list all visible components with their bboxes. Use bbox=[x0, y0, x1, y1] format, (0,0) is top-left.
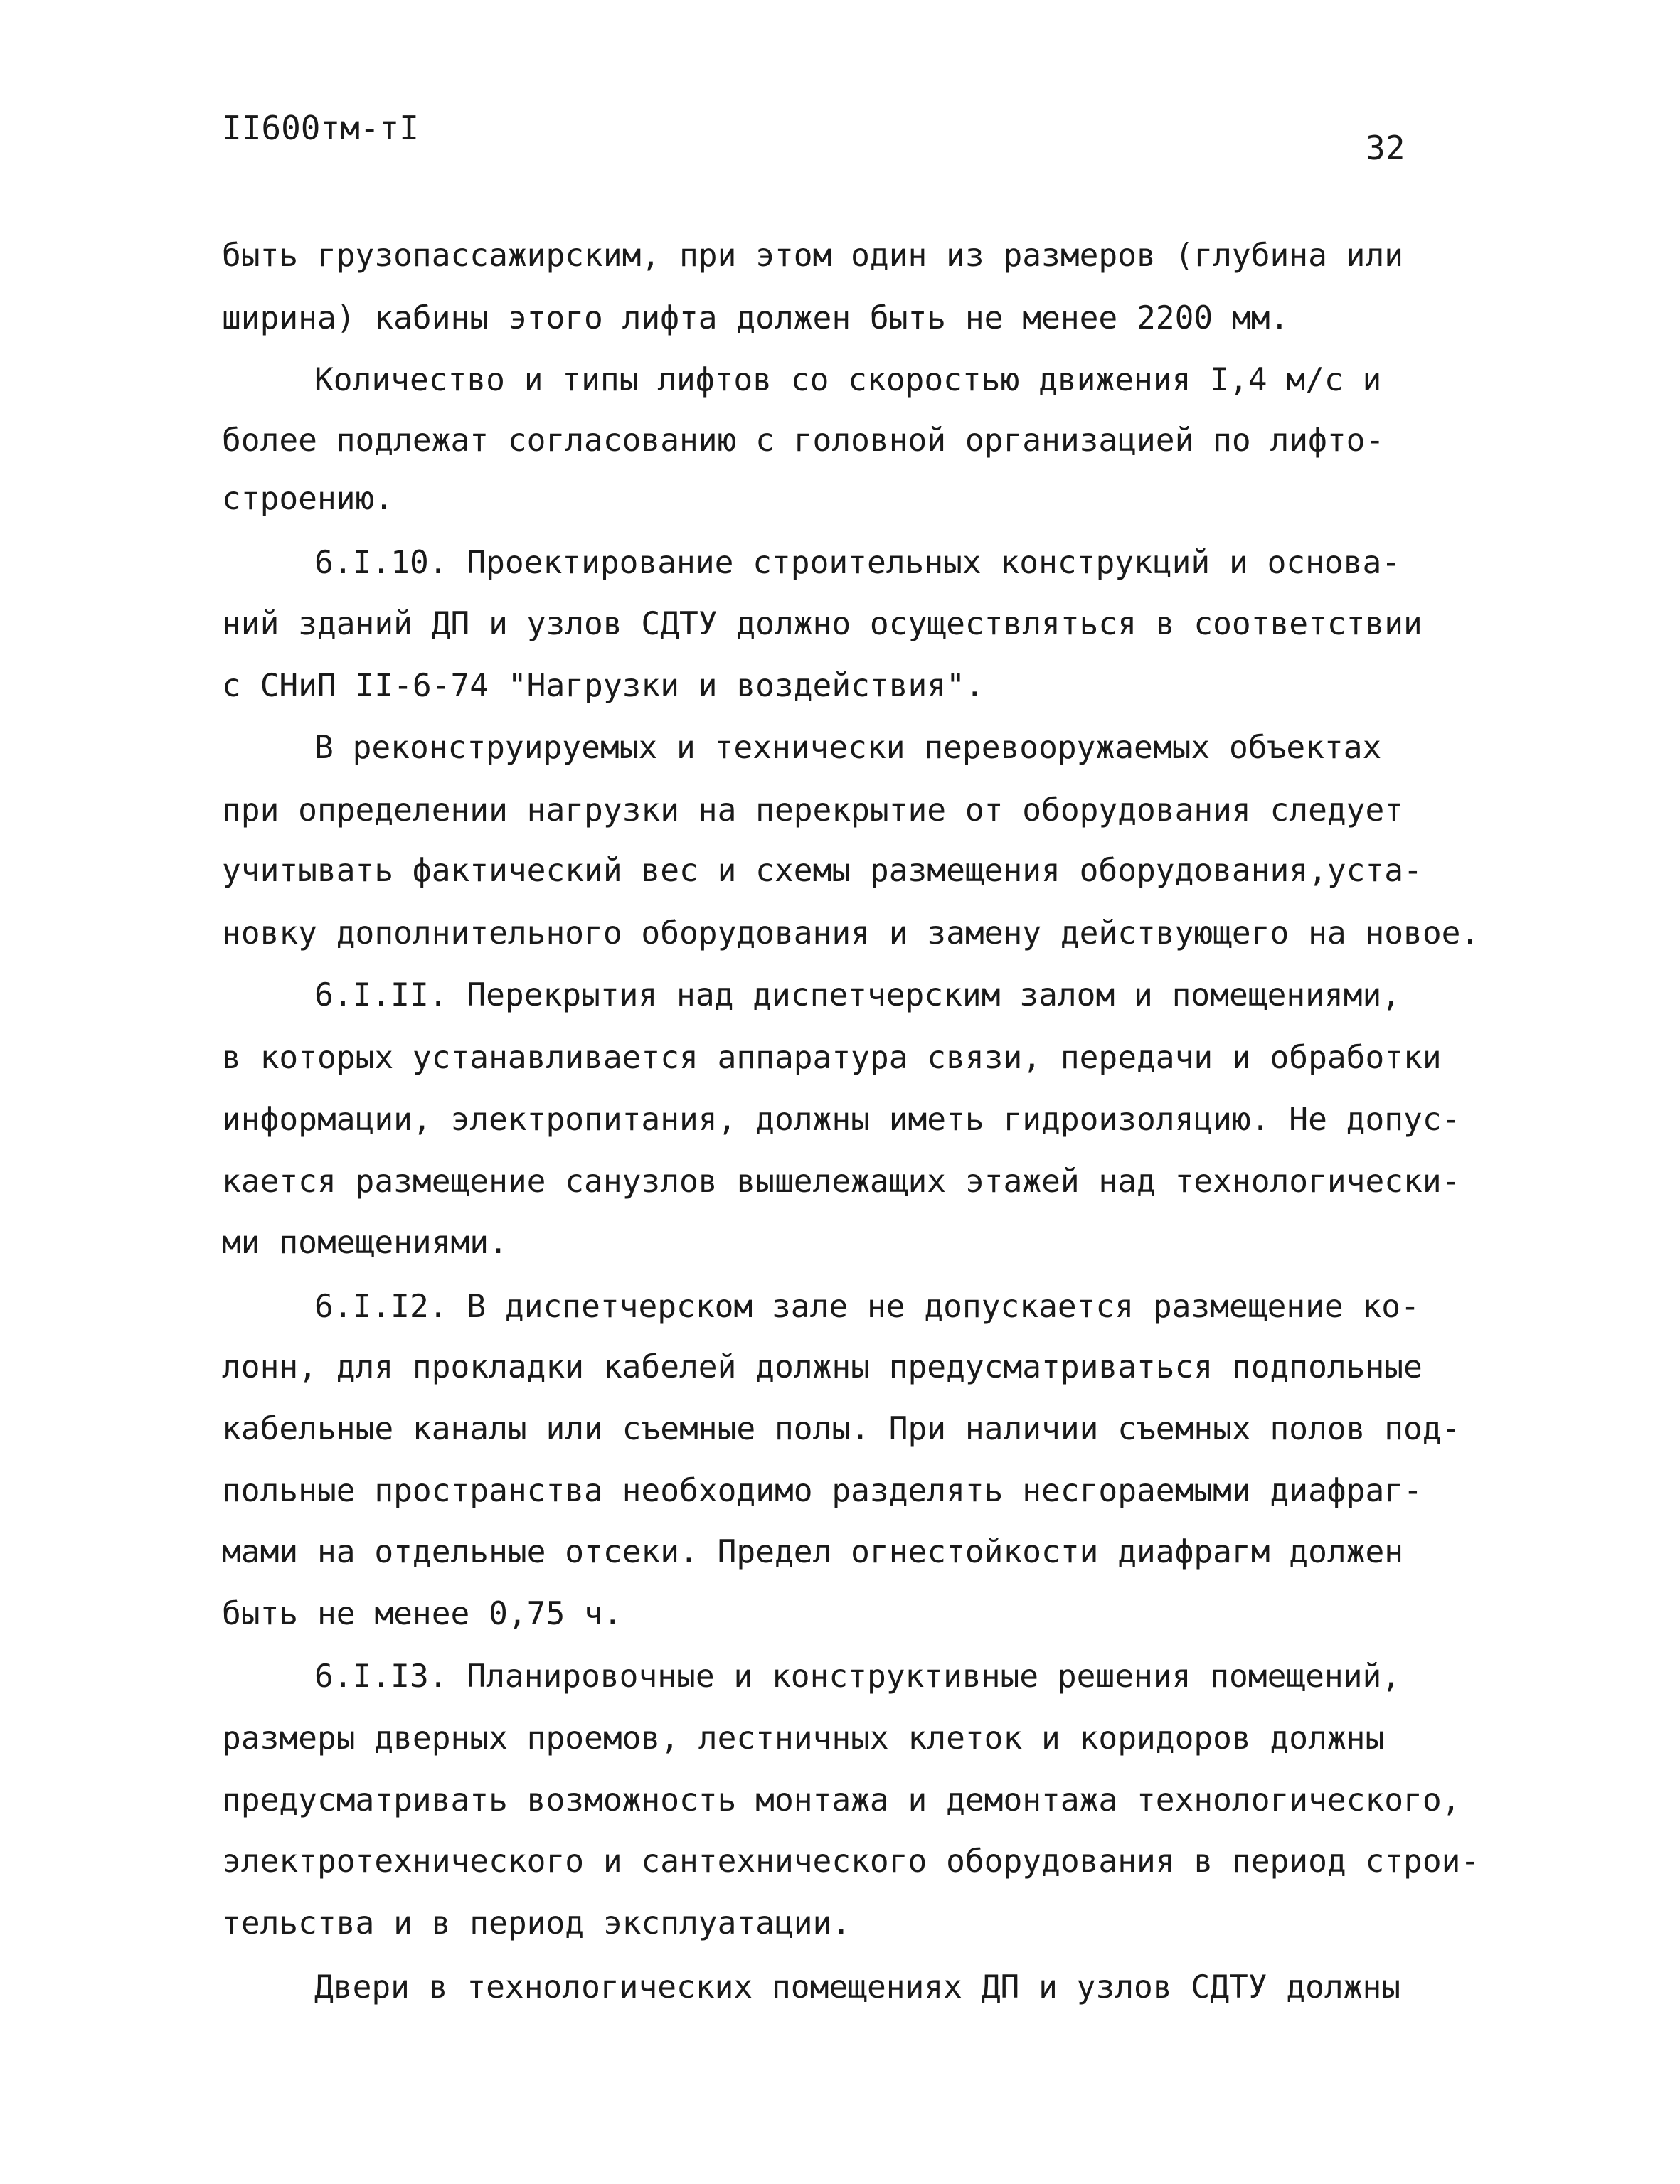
body-line: при определении нагрузки на перекрытие от оборудования следует bbox=[222, 792, 1404, 829]
body-line: тельства и в период эксплуатации. bbox=[222, 1905, 851, 1941]
body-line: предусматривать возможность монтажа и демонтажа технологического, bbox=[222, 1782, 1461, 1818]
body-line: Количество и типы лифтов со скоростью движения I,4 м/с и bbox=[314, 362, 1382, 398]
body-line: ми помещениями. bbox=[222, 1225, 508, 1261]
body-line: учитывать фактический вес и схемы размещения оборудования,уста- bbox=[222, 853, 1423, 889]
body-line: информации, электропитания, должны иметь гидроизоляцию. Не допус- bbox=[222, 1102, 1461, 1138]
body-line: мами на отдельные отсеки. Предел огнестойкости диафрагм должен bbox=[222, 1534, 1404, 1570]
body-line: быть грузопассажирским, при этом один из размеров (глубина или bbox=[222, 238, 1404, 274]
body-line: новку дополнительного оборудования и замену действующего на новое. bbox=[222, 915, 1480, 952]
body-line: 6.I.II. Перекрытия над диспетчерским залом и помещениями, bbox=[314, 977, 1401, 1013]
body-line: польные пространства необходимо разделять несгораемыми диафраг- bbox=[222, 1473, 1423, 1509]
body-line: более подлежат согласованию с головной организацией по лифто- bbox=[222, 422, 1385, 459]
body-line: кается размещение санузлов вышележащих этажей над технологически- bbox=[222, 1163, 1461, 1200]
body-line: 6.I.I2. В диспетчерском зале не допускается размещение ко- bbox=[314, 1289, 1420, 1325]
document-code: II600тм-тI bbox=[222, 109, 419, 147]
body-line: размеры дверных проемов, лестничных клеток и коридоров должны bbox=[222, 1720, 1385, 1757]
body-line: 6.I.I3. Планировочные и конструктивные решения помещений, bbox=[314, 1658, 1401, 1695]
body-line: ширина) кабины этого лифта должен быть не менее 2200 мм. bbox=[222, 300, 1290, 336]
page-number: 32 bbox=[1366, 129, 1405, 167]
body-line: быть не менее 0,75 ч. bbox=[222, 1596, 622, 1632]
body-line: ний зданий ДП и узлов СДТУ должно осуществляться в соответствии bbox=[222, 606, 1423, 642]
body-line: электротехнического и сантехнического оборудования в период строи- bbox=[222, 1843, 1480, 1880]
body-line: В реконструируемых и технически перевооружаемых объектах bbox=[314, 730, 1382, 766]
body-line: Двери в технологических помещениях ДП и узлов СДТУ должны bbox=[314, 1969, 1401, 2005]
body-line: лонн, для прокладки кабелей должны предусматриваться подпольные bbox=[222, 1349, 1423, 1385]
body-line: кабельные каналы или съемные полы. При наличии съемных полов под- bbox=[222, 1411, 1461, 1447]
body-line: с СНиП II-6-74 "Нагрузки и воздействия". bbox=[222, 668, 984, 704]
body-line: 6.I.10. Проектирование строительных конструкций и основа- bbox=[314, 545, 1401, 581]
body-line: в которых устанавливается аппаратура связи, передачи и обработки bbox=[222, 1040, 1442, 1076]
body-line: строению. bbox=[222, 481, 394, 517]
